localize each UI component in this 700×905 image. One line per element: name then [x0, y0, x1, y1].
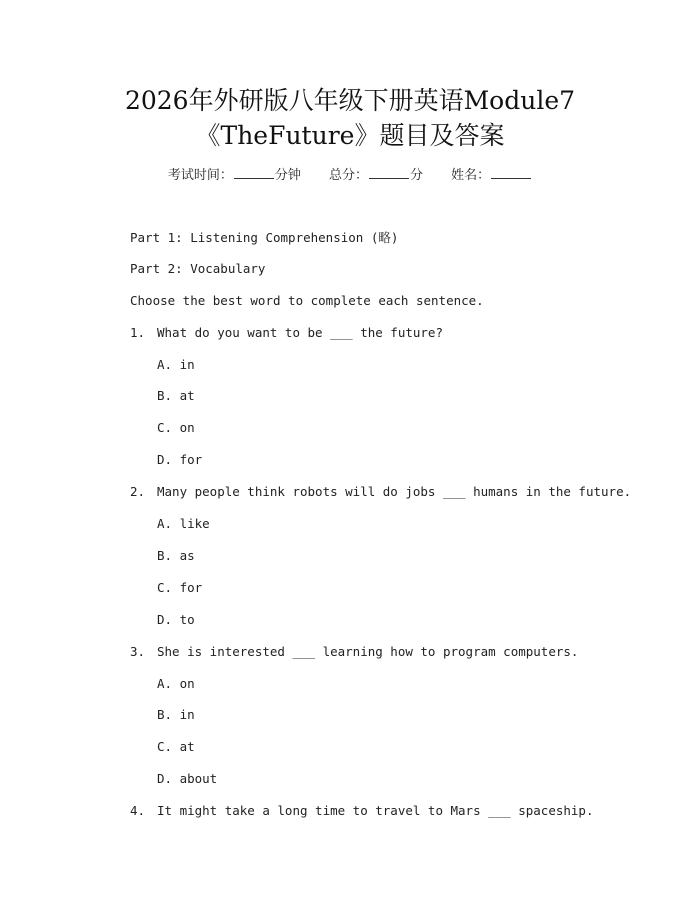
instruction-text: Choose the best word to complete each sentence.	[130, 293, 484, 308]
question-text: She is interested ___ learning how to program computers.	[157, 644, 579, 659]
question-number: 1.	[130, 325, 146, 340]
exam-time-unit: 分钟	[274, 168, 301, 183]
total-score-blank	[369, 166, 409, 179]
option-a: A. on	[157, 676, 195, 691]
document-title-line-1: 2026年外研版八年级下册英语Module7	[124, 86, 576, 115]
question-text: It might take a long time to travel to Mars ___ spaceship.	[157, 803, 594, 818]
exam-time-field	[168, 166, 301, 186]
part-1-heading: Part 1: Listening Comprehension (略)	[130, 230, 399, 245]
student-name-blank	[491, 166, 531, 179]
option-d: D. to	[157, 612, 195, 627]
total-score-field	[329, 166, 423, 186]
question-text: What do you want to be ___ the future?	[157, 325, 443, 340]
student-name-field	[451, 166, 532, 186]
option-b: B. in	[157, 707, 195, 722]
option-c: C. at	[157, 739, 195, 754]
option-a: A. in	[157, 357, 195, 372]
option-b: B. at	[157, 388, 195, 403]
question-number: 4.	[130, 803, 146, 818]
exam-time-label: 考试时间：	[167, 168, 233, 183]
document-title-line-2: 《TheFuture》题目及答案	[195, 121, 505, 150]
option-a: A. like	[157, 516, 210, 531]
exam-time-blank	[234, 166, 274, 179]
option-c: C. for	[157, 580, 203, 595]
option-c: C. on	[157, 420, 195, 435]
option-b: B. as	[157, 548, 195, 563]
option-d: D. about	[157, 771, 218, 786]
total-score-label: 总分：	[328, 168, 368, 183]
question-text: Many people think robots will do jobs ___ humans in the future.	[157, 484, 632, 499]
option-d: D. for	[157, 452, 203, 467]
student-name-label: 姓名：	[451, 168, 491, 183]
question-number: 2.	[130, 484, 146, 499]
total-score-unit: 分	[410, 168, 424, 183]
question-number: 3.	[130, 644, 146, 659]
exam-meta	[0, 166, 700, 186]
part-2-heading: Part 2: Vocabulary	[130, 261, 266, 276]
